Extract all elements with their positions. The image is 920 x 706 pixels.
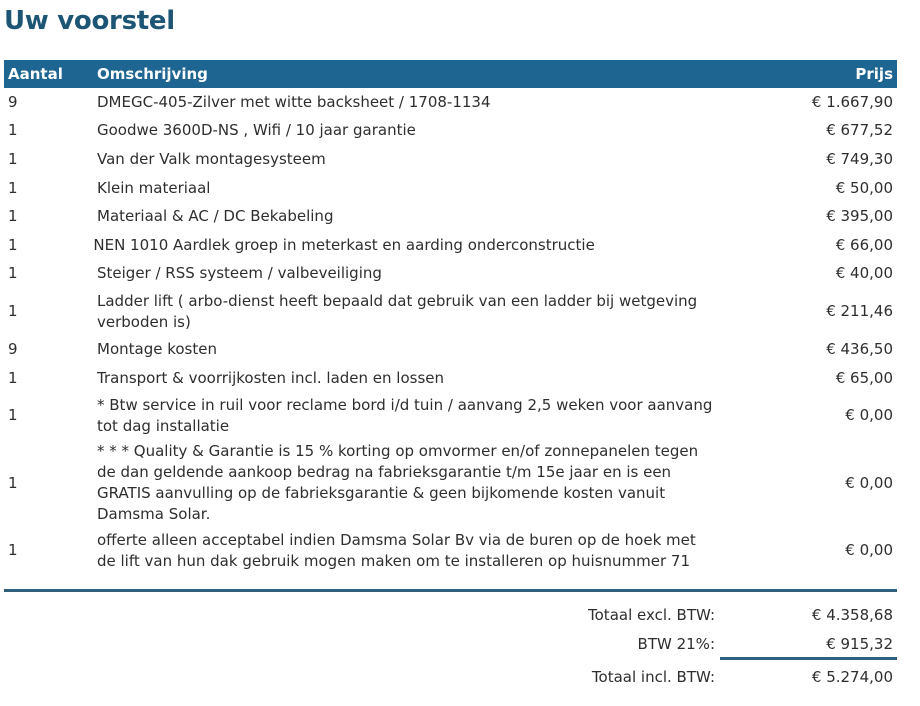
row-description: Materiaal & AC / DC Bekabeling [97,207,334,226]
row-price: € 749,30 [826,149,893,168]
total-excl-vat-label: Totaal excl. BTW: [588,605,715,624]
row-description: Klein materiaal [97,178,211,197]
row-quantity: 1 [8,473,18,492]
row-price: € 436,50 [826,339,893,358]
row-quantity: 9 [8,92,18,111]
row-description: Goodwe 3600D-NS , Wifi / 10 jaar garantie [97,121,416,140]
row-quantity: 9 [8,339,18,358]
table-row [4,145,897,174]
quote-table [4,60,897,574]
row-description: NEN 1010 Aardlek groep in meterkast en aarding onderconstructie [93,235,595,254]
row-price: € 211,46 [826,302,893,321]
table-row [4,439,897,527]
table-row [4,202,897,231]
row-price: € 1.667,90 [811,92,893,111]
row-quantity: 1 [8,541,18,560]
row-quantity: 1 [8,178,18,197]
header-price: Prijs [855,65,893,83]
table-row [4,364,897,393]
row-description: DMEGC-405-Zilver met witte backsheet / 1708-1134 [97,92,491,111]
page-title: Uw voorstel [4,6,175,36]
row-price: € 395,00 [826,207,893,226]
row-quantity: 1 [8,235,18,254]
row-price: € 65,00 [835,368,893,387]
row-quantity: 1 [8,121,18,140]
header-quantity: Aantal [8,65,63,83]
row-description: Transport & voorrijkosten incl. laden en lossen [97,368,445,387]
row-price: € 0,00 [845,473,893,492]
row-quantity: 1 [8,302,18,321]
row-description: Steiger / RSS systeem / valbeveiliging [97,264,382,283]
total-incl-vat-label: Totaal incl. BTW: [591,667,715,686]
table-row [4,88,897,117]
table-row [4,335,897,364]
row-price: € 66,00 [835,235,893,254]
header-description: Omschrijving [97,65,208,83]
table-row [4,260,897,289]
table-row [4,392,897,439]
row-description: offerte alleen acceptabel indien Damsma Solar Bv via de buren op de hoek met de lift van hun dak gebruik mogen maken om te installeren op huisnummer 71 [97,530,696,570]
row-description: Ladder lift ( arbo-dienst heeft bepaald dat gebruik van een ladder bij wetgeving verboden is) [97,291,698,331]
row-quantity: 1 [8,406,18,425]
vat-label: BTW 21%: [637,634,715,653]
total-incl-vat-value: € 5.274,00 [811,667,893,686]
table-bottom-divider [4,589,897,592]
row-price: € 40,00 [835,264,893,283]
row-price: € 677,52 [826,121,893,140]
row-quantity: 1 [8,264,18,283]
table-row [4,117,897,146]
table-header [4,60,897,88]
row-description: * Btw service in ruil voor reclame bord i/d tuin / aanvang 2,5 weken voor aanvang tot dag installatie [97,395,713,435]
row-description: Montage kosten [97,339,217,358]
row-price: € 0,00 [845,406,893,425]
subtotal-divider [720,657,897,660]
total-incl-vat-row [500,662,895,691]
row-quantity: 1 [8,207,18,226]
row-price: € 0,00 [845,541,893,560]
row-quantity: 1 [8,149,18,168]
vat-row [500,629,895,658]
total-excl-vat-row [500,600,895,629]
table-row [4,174,897,203]
row-description: * * * Quality & Garantie is 15 % korting op omvormer en/of zonnepanelen tegen de dan geldende aankoop bedrag na fabrieksgarantie t/m 15e jaar en is een GRATIS aanvulling op de fabrieksgarantie & geen bijkomende kosten vanuit Damsma Solar. [97,442,699,524]
total-excl-vat-value: € 4.358,68 [811,605,893,624]
row-quantity: 1 [8,368,18,387]
row-price: € 50,00 [835,178,893,197]
table-row [4,288,897,335]
vat-value: € 915,32 [826,634,893,653]
table-row [4,527,897,574]
totals-section [500,600,895,691]
table-row [4,231,897,260]
row-description: Van der Valk montagesysteem [97,149,326,168]
